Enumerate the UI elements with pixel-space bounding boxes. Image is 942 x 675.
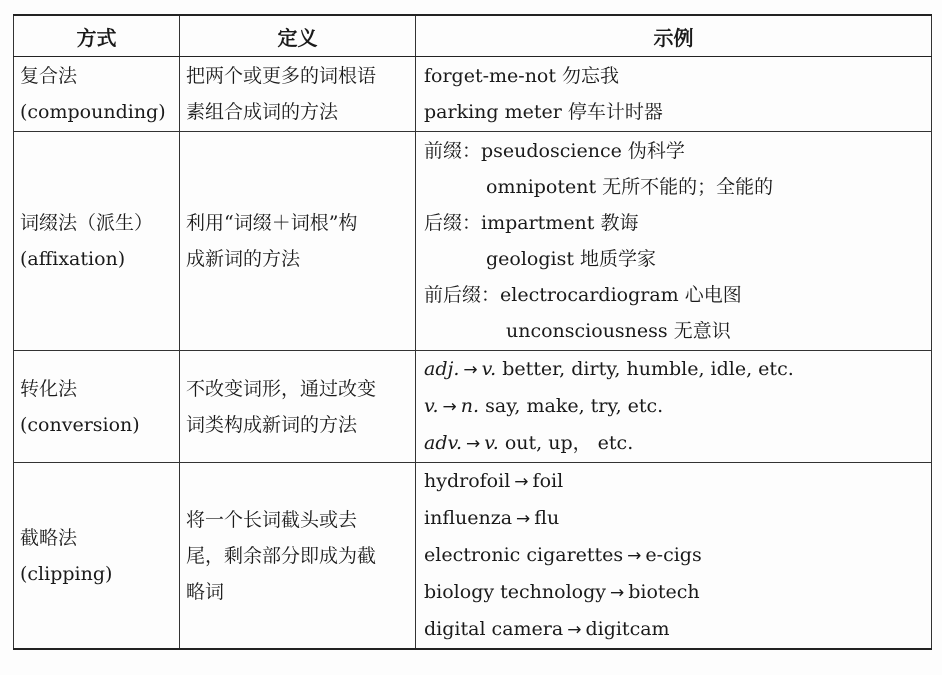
method-name: 转化法 bbox=[20, 377, 78, 400]
pos-from: adj. bbox=[424, 358, 460, 380]
arrow-right-icon: → bbox=[516, 509, 531, 529]
method-cell bbox=[14, 57, 180, 132]
word-formation-table bbox=[13, 14, 932, 650]
definition-line: 略词 bbox=[186, 580, 225, 603]
header-examples: 示例 bbox=[416, 15, 932, 57]
pos-from: adv. bbox=[424, 432, 463, 454]
example-line bbox=[424, 611, 923, 648]
example-line bbox=[424, 388, 923, 425]
example-line bbox=[424, 574, 923, 611]
method-name: 截略法 bbox=[20, 526, 78, 549]
header-method: 方式 bbox=[14, 15, 180, 57]
method-english: (compounding) bbox=[20, 101, 166, 123]
definition-line: 素组合成词的方法 bbox=[186, 101, 339, 123]
examples-cell bbox=[416, 351, 932, 463]
arrow-right-icon: → bbox=[567, 620, 582, 640]
clipped-word: digitcam bbox=[585, 618, 670, 640]
example-line bbox=[424, 537, 923, 574]
method-cell bbox=[14, 132, 180, 351]
definition-line: 利用“词缀＋词根”构 bbox=[186, 212, 358, 234]
examples-cell bbox=[416, 132, 932, 351]
method-english: (conversion) bbox=[20, 413, 140, 436]
table-row-clipping bbox=[14, 463, 932, 650]
header-row bbox=[14, 15, 932, 57]
pos-to: n. bbox=[460, 395, 480, 417]
clipped-word: e-cigs bbox=[645, 544, 702, 566]
table-row-affixation bbox=[14, 132, 932, 351]
table-row-conversion bbox=[14, 351, 932, 463]
method-english: (clipping) bbox=[20, 562, 113, 585]
definition-line: 尾，剩余部分即成为截 bbox=[186, 544, 377, 567]
example-line: geologist 地质学家 bbox=[486, 248, 657, 270]
definition-cell bbox=[180, 463, 416, 650]
definition-line: 将一个长词截头或去 bbox=[186, 508, 358, 531]
definition-line: 成新词的方法 bbox=[186, 248, 301, 270]
long-word: electronic cigarettes bbox=[424, 544, 624, 566]
clipped-word: biotech bbox=[628, 581, 700, 603]
definition-cell bbox=[180, 351, 416, 463]
definition-line: 不改变词形，通过改变 bbox=[186, 377, 377, 400]
definition-line: 把两个或更多的词根语 bbox=[186, 65, 377, 87]
pos-to: v. bbox=[481, 358, 497, 380]
examples-cell bbox=[416, 57, 932, 132]
arrow-right-icon: → bbox=[466, 434, 481, 454]
long-word: biology technology bbox=[424, 581, 606, 603]
arrow-right-icon: → bbox=[514, 472, 529, 492]
method-english: (affixation) bbox=[20, 248, 126, 270]
long-word: influenza bbox=[424, 507, 513, 529]
example-line: forget-me-not 勿忘我 bbox=[424, 65, 620, 87]
example-line bbox=[424, 425, 923, 462]
long-word: hydrofoil bbox=[424, 470, 511, 492]
examples-cell bbox=[416, 463, 932, 650]
example-words: out, up， etc. bbox=[504, 432, 634, 454]
example-line: omnipotent 无所不能的；全能的 bbox=[486, 176, 774, 198]
pos-from: v. bbox=[424, 395, 439, 417]
example-line bbox=[424, 463, 923, 500]
example-line: 前缀：pseudoscience 伪科学 bbox=[424, 140, 685, 162]
method-name: 复合法 bbox=[20, 65, 78, 87]
table-row-compounding bbox=[14, 57, 932, 132]
example-line: unconsciousness 无意识 bbox=[506, 320, 731, 342]
clipped-word: flu bbox=[534, 507, 560, 529]
example-words: say, make, try, etc. bbox=[485, 395, 664, 417]
arrow-right-icon: → bbox=[609, 583, 625, 603]
example-line: 前后缀：electrocardiogram 心电图 bbox=[424, 284, 742, 306]
clipped-word: foil bbox=[532, 470, 564, 492]
method-cell bbox=[14, 351, 180, 463]
header-definition: 定义 bbox=[180, 15, 416, 57]
long-word: digital camera bbox=[424, 618, 564, 640]
arrow-right-icon: → bbox=[463, 360, 478, 380]
example-line bbox=[424, 500, 923, 537]
method-name: 词缀法（派生） bbox=[20, 212, 154, 234]
example-words: better, dirty, humble, idle, etc. bbox=[502, 358, 794, 380]
example-line: 后缀：impartment 教诲 bbox=[424, 212, 639, 234]
arrow-right-icon: → bbox=[627, 546, 642, 566]
method-cell bbox=[14, 463, 180, 650]
example-line: parking meter 停车计时器 bbox=[424, 101, 663, 123]
example-line bbox=[424, 351, 923, 388]
definition-line: 词类构成新词的方法 bbox=[186, 413, 358, 436]
definition-cell bbox=[180, 57, 416, 132]
pos-to: v. bbox=[484, 432, 499, 454]
arrow-right-icon: → bbox=[442, 397, 457, 417]
definition-cell bbox=[180, 132, 416, 351]
